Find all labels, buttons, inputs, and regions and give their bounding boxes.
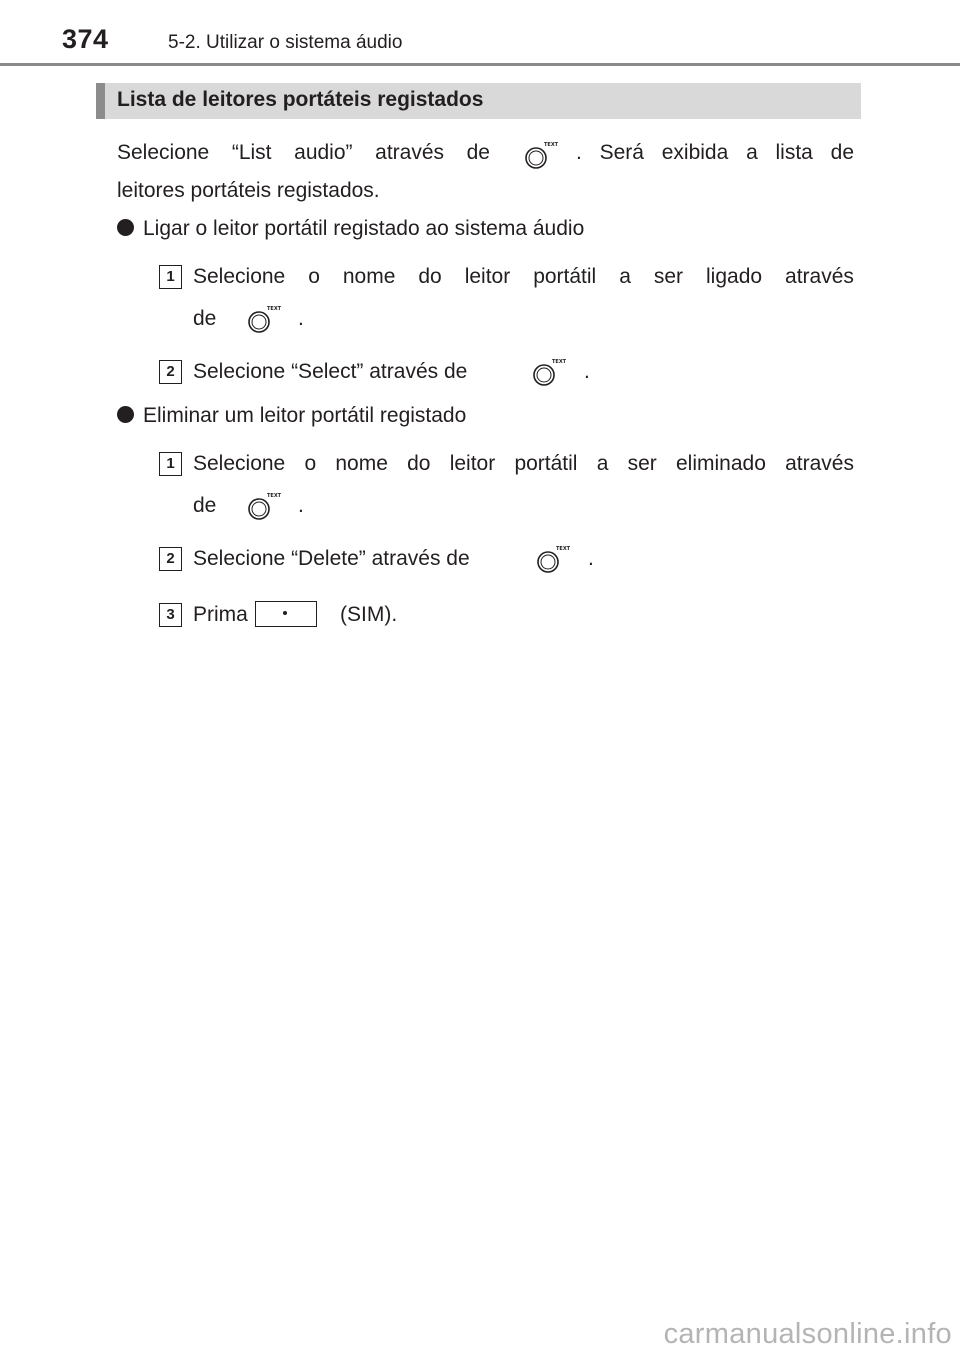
delete-heading: [117, 404, 466, 428]
delete-step-1-end: .: [298, 494, 304, 517]
delete-step-2-end: .: [588, 547, 594, 570]
word: Selecione: [193, 452, 286, 475]
intro-line-1-left: [117, 141, 490, 165]
word: nome: [335, 452, 388, 475]
header-rule: [0, 63, 960, 66]
tune-knob-icon: [243, 490, 283, 522]
word: eliminado: [676, 452, 766, 475]
word: através: [785, 452, 854, 475]
word: audio”: [294, 141, 353, 164]
delete-step-1-line-2: de: [193, 494, 217, 517]
word: portátil: [533, 265, 597, 288]
delete-step-3-text: Prima: [193, 603, 248, 626]
tune-knob-icon: [243, 303, 283, 335]
svg-text:TEXT: TEXT: [556, 546, 571, 552]
word: Selecione: [193, 265, 286, 288]
step-number-box: 2: [159, 547, 182, 571]
connect-step-2-end: .: [584, 360, 590, 383]
word: portátil: [514, 452, 578, 475]
connect-step-1-end: .: [298, 307, 304, 330]
word: o: [304, 452, 317, 475]
page-header: [0, 0, 960, 70]
sim-button-icon: [255, 601, 317, 627]
page-number: 374: [62, 24, 109, 54]
word: lista: [775, 141, 813, 164]
word: ligado: [706, 265, 763, 288]
connect-step-2-text: Selecione “Select” através de: [193, 360, 468, 383]
word: de: [466, 141, 490, 164]
word: .: [576, 141, 582, 164]
delete-step-1-line-1: [193, 452, 854, 476]
intro-line-2: leitores portáteis registados.: [117, 179, 380, 202]
tune-knob-icon: [528, 356, 568, 388]
connect-step-1-line-1: [193, 265, 854, 289]
step-number-box: 1: [159, 265, 182, 289]
word: de: [830, 141, 854, 164]
step-number-box: 2: [159, 360, 182, 384]
svg-text:TEXT: TEXT: [552, 359, 567, 365]
delete-heading-text: Eliminar um leitor portátil registado: [143, 404, 467, 427]
word: Será: [599, 141, 644, 164]
word: a: [619, 265, 631, 288]
connect-heading: [117, 217, 584, 241]
word: leitor: [449, 452, 496, 475]
step-number-box: 1: [159, 452, 182, 476]
sim-button-dot: [283, 611, 287, 615]
bullet-icon: [117, 219, 134, 236]
word: ser: [627, 452, 657, 475]
word: através: [375, 141, 445, 164]
word: a: [596, 452, 609, 475]
tune-knob-icon: [520, 139, 560, 171]
word: ser: [653, 265, 684, 288]
chapter-title: 5-2. Utilizar o sistema áudio: [168, 32, 403, 53]
section-heading-bar: [96, 83, 861, 119]
word: do: [407, 452, 431, 475]
word: do: [418, 265, 442, 288]
word: nome: [342, 265, 396, 288]
svg-text:TEXT: TEXT: [267, 306, 282, 312]
step-number-box: 3: [159, 603, 182, 627]
bullet-icon: [117, 406, 134, 423]
connect-step-1-line-2: de: [193, 307, 217, 330]
word: exibida: [661, 141, 729, 164]
svg-text:TEXT: TEXT: [544, 142, 559, 148]
watermark-text: carmanualsonline.info: [663, 1318, 952, 1350]
intro-line-1-right: [576, 141, 854, 165]
tune-knob-icon: [532, 543, 572, 575]
word: Selecione: [117, 141, 210, 164]
svg-text:TEXT: TEXT: [267, 493, 282, 499]
word: leitor: [464, 265, 511, 288]
delete-step-3-tail: (SIM).: [340, 603, 398, 626]
word: a: [746, 141, 758, 164]
word: o: [308, 265, 320, 288]
delete-step-2-text: Selecione “Delete” através de: [193, 547, 470, 570]
word: através: [785, 265, 854, 288]
word: “List: [231, 141, 272, 164]
section-title: Lista de leitores portáteis registados: [117, 88, 484, 111]
connect-heading-text: Ligar o leitor portátil registado ao sistema áudio: [143, 217, 585, 240]
